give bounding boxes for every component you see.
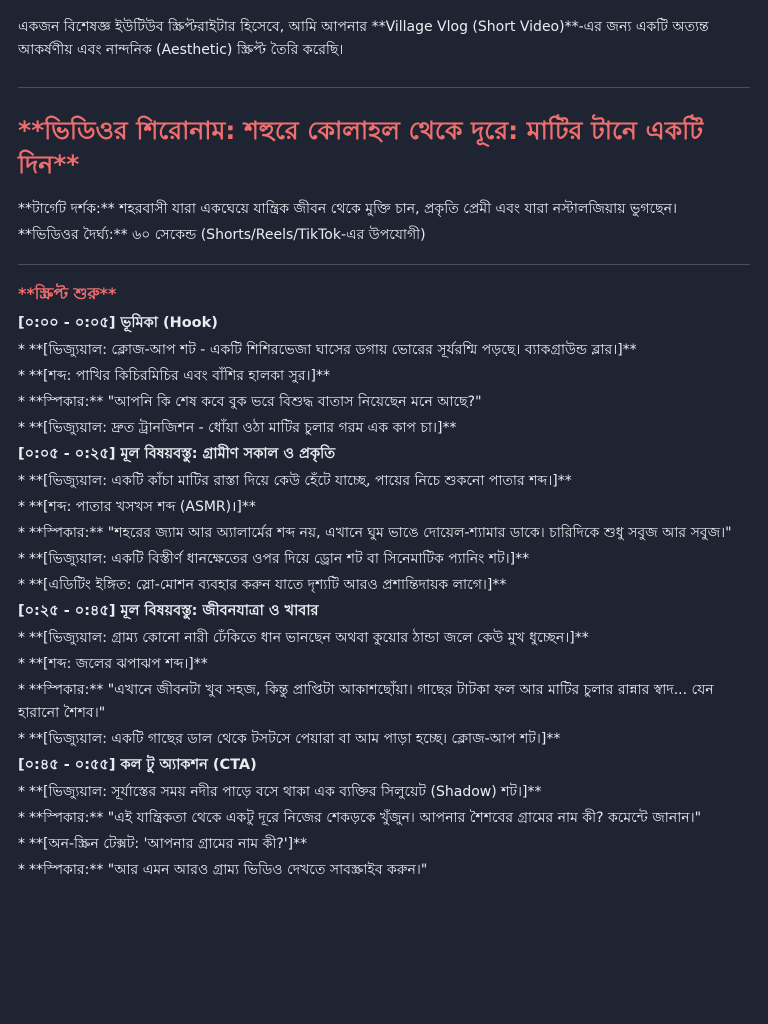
bullet-text: **[ভিজ্যুয়াল: গ্রাম্য কোনো নারী ঢেঁকিতে ধান ভানছেন অথবা কুয়োর ঠান্ডা জলে কেউ মুখ ধুচ্ছেন।]** xyxy=(29,630,589,646)
bullet-text: **[অন-স্ক্রিন টেক্সট: 'আপনার গ্রামের নাম কী?']** xyxy=(29,836,308,852)
script-section xyxy=(18,600,750,751)
bullet-marker: * xyxy=(18,368,25,384)
list-item xyxy=(18,627,750,650)
bullet-marker: * xyxy=(18,577,25,593)
bullet-marker: * xyxy=(18,731,25,747)
bullet-text: **[এডিটিং ইঙ্গিত: স্লো-মোশন ব্যবহার করুন যাতে দৃশ্যটি আরও প্রশান্তিদায়ক লাগে।]** xyxy=(29,577,507,593)
bullet-marker: * xyxy=(18,784,25,800)
bullet-marker: * xyxy=(18,342,25,358)
script-section xyxy=(18,754,750,882)
list-item xyxy=(18,391,750,414)
bullet-text: **[শব্দ: জলের ঝপাঝপ শব্দ।]** xyxy=(29,656,208,672)
list-item xyxy=(18,859,750,882)
list-item xyxy=(18,417,750,440)
list-item xyxy=(18,365,750,388)
bullet-list xyxy=(18,781,750,882)
list-item xyxy=(18,522,750,545)
meta-video-duration: **ভিডিওর দৈর্ঘ্য:** ৬০ সেকেন্ড (Shorts/Reels/TikTok-এর উপযোগী) xyxy=(18,227,426,243)
divider xyxy=(18,87,750,88)
bullet-marker: * xyxy=(18,525,25,541)
list-item xyxy=(18,833,750,856)
bullet-marker: * xyxy=(18,862,25,878)
list-item xyxy=(18,496,750,519)
bullet-list xyxy=(18,470,750,597)
bullet-marker: * xyxy=(18,473,25,489)
script-start-heading: **স্ক্রিপ্ট শুরু** xyxy=(18,284,117,303)
list-item xyxy=(18,807,750,830)
list-item xyxy=(18,653,750,676)
script-section xyxy=(18,443,750,597)
bullet-marker: * xyxy=(18,836,25,852)
divider xyxy=(18,264,750,265)
section-heading: [০:৪৫ - ০:৫৫] কল টু অ্যাকশন (CTA) xyxy=(18,757,257,773)
bullet-text: **[ভিজ্যুয়াল: সূর্যাস্তের সময় নদীর পাড়ে বসে থাকা এক ব্যক্তির সিলুয়েট (Shadow) শট।]** xyxy=(29,784,542,800)
list-item xyxy=(18,679,750,725)
video-title: **ভিডিওর শিরোনাম: শহুরে কোলাহল থেকে দূরে: মাটির টানে একটি দিন** xyxy=(18,116,703,179)
bullet-text: **স্পিকার:** "এখানে জীবনটা খুব সহজ, কিন্তু প্রাপ্তিটা আকাশছোঁয়া। গাছের টাটকা ফল আর মাটির চুলার রান্নার স্বাদ... যেন হারানো শৈশব।" xyxy=(18,682,714,721)
bullet-list xyxy=(18,627,750,751)
script-sections xyxy=(18,312,750,882)
list-item xyxy=(18,781,750,804)
bullet-text: **স্পিকার:** "শহরের জ্যাম আর অ্যালার্মের শব্দ নয়, এখানে ঘুম ভাঙে দোয়েল-শ্যামার ডাকে। চারিদিকে শুধু সবুজ আর সবুজ।" xyxy=(29,525,732,541)
bullet-marker: * xyxy=(18,394,25,410)
bullet-text: **[ভিজ্যুয়াল: একটি বিস্তীর্ণ ধানক্ষেতের ওপর দিয়ে ড্রোন শট বা সিনেমাটিক প্যানিং শট।]** xyxy=(29,551,530,567)
bullet-marker: * xyxy=(18,630,25,646)
bullet-text: **স্পিকার:** "আপনি কি শেষ কবে বুক ভরে বিশুদ্ধ বাতাস নিয়েছেন মনে আছে?" xyxy=(29,394,482,410)
bullet-text: **[ভিজ্যুয়াল: ক্লোজ-আপ শট - একটি শিশিরভেজা ঘাসের ডগায় ভোরের সূর্যরশ্মি পড়ছে। ব্যাকগ্রাউন্ড ব্লার।]** xyxy=(29,342,637,358)
bullet-text: **[শব্দ: পাখির কিচিরমিচির এবং বাঁশির হালকা সুর।]** xyxy=(29,368,330,384)
bullet-marker: * xyxy=(18,499,25,515)
meta-target-audience: **টার্গেট দর্শক:** শহরবাসী যারা একঘেয়ে যান্ত্রিক জীবন থেকে মুক্তি চান, প্রকৃতি প্রেমী এবং যারা নস্টালজিয়ায় ভুগছেন। xyxy=(18,201,677,217)
list-item xyxy=(18,339,750,362)
bullet-marker: * xyxy=(18,420,25,436)
bullet-text: **[শব্দ: পাতার খসখস শব্দ (ASMR)।]** xyxy=(29,499,256,515)
bullet-marker: * xyxy=(18,656,25,672)
bullet-marker: * xyxy=(18,551,25,567)
section-heading: [০:২৫ - ০:৪৫] মূল বিষয়বস্তু: জীবনযাত্রা ও খাবার xyxy=(18,603,319,619)
bullet-marker: * xyxy=(18,810,25,826)
script-section xyxy=(18,312,750,440)
section-heading: [০:০৫ - ০:২৫] মূল বিষয়বস্তু: গ্রামীণ সকাল ও প্রকৃতি xyxy=(18,446,336,462)
bullet-list xyxy=(18,339,750,440)
bullet-text: **[ভিজ্যুয়াল: একটি গাছের ডাল থেকে টসটসে পেয়ারা বা আম পাড়া হচ্ছে। ক্লোজ-আপ শট।]** xyxy=(29,731,561,747)
list-item xyxy=(18,548,750,571)
section-heading: [০:০০ - ০:০৫] ভূমিকা (Hook) xyxy=(18,315,218,331)
bullet-text: **[ভিজ্যুয়াল: একটি কাঁচা মাটির রাস্তা দিয়ে কেউ হেঁটে যাচ্ছে, পায়ের নিচে শুকনো পাতার শব্দ।]** xyxy=(29,473,572,489)
intro-paragraph: একজন বিশেষজ্ঞ ইউটিউব স্ক্রিপ্টরাইটার হিসেবে, আমি আপনার **Village Vlog (Short Video)**-এর জন্য একটি অত্যন্ত আকর্ষণীয় এবং নান্দনিক (Aesthetic) স্ক্রিপ্ট তৈরি করেছি। xyxy=(18,19,709,58)
list-item xyxy=(18,728,750,751)
bullet-text: **স্পিকার:** "এই যান্ত্রিকতা থেকে একটু দূরে নিজের শেকড়কে খুঁজুন। আপনার শৈশবের গ্রামের নাম কী? কমেন্টে জানান।" xyxy=(29,810,702,826)
bullet-text: **স্পিকার:** "আর এমন আরও গ্রাম্য ভিডিও দেখতে সাবস্ক্রাইব করুন।" xyxy=(29,862,428,878)
list-item xyxy=(18,470,750,493)
bullet-marker: * xyxy=(18,682,25,698)
bullet-text: **[ভিজ্যুয়াল: দ্রুত ট্রানজিশন - ধোঁয়া ওঠা মাটির চুলার গরম এক কাপ চা।]** xyxy=(29,420,457,436)
list-item xyxy=(18,574,750,597)
